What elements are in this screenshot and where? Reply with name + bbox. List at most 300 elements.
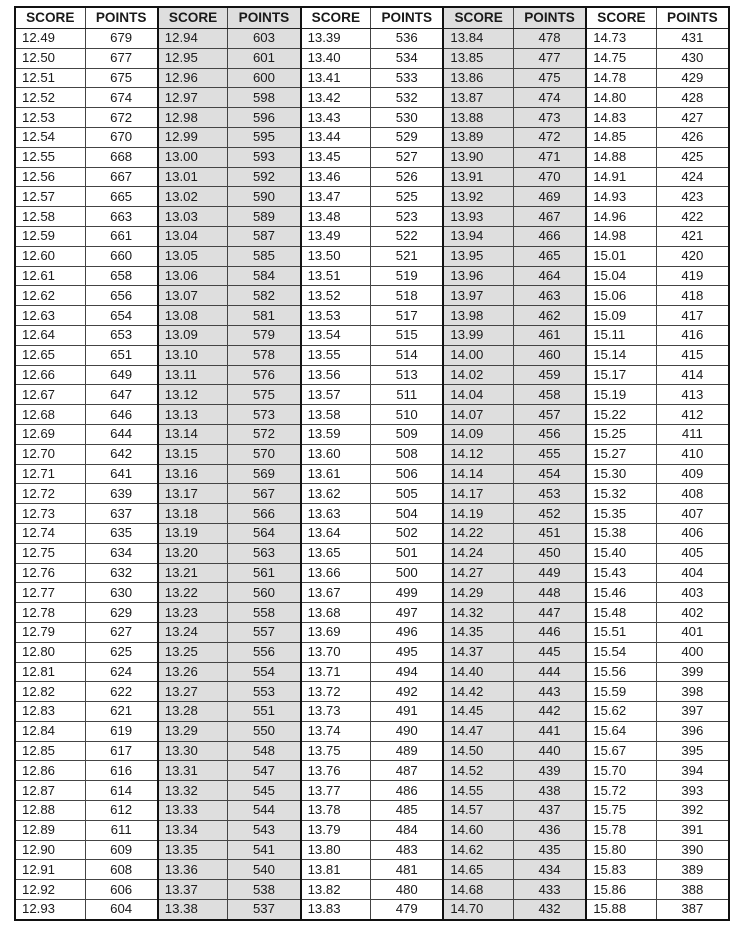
- score-cell: 12.64: [15, 325, 85, 345]
- score-cell: 13.05: [158, 246, 228, 266]
- points-cell: 427: [656, 108, 729, 128]
- points-cell: 487: [371, 761, 444, 781]
- points-cell: 458: [513, 385, 586, 405]
- points-cell: 611: [85, 820, 158, 840]
- score-cell: 13.27: [158, 682, 228, 702]
- score-cell: 13.25: [158, 642, 228, 662]
- points-cell: 414: [656, 365, 729, 385]
- table-row: [15, 682, 729, 702]
- score-cell: 15.83: [586, 860, 656, 880]
- score-cell: 13.20: [158, 543, 228, 563]
- points-cell: 513: [371, 365, 444, 385]
- score-cell: 12.89: [15, 820, 85, 840]
- points-cell: 569: [228, 464, 301, 484]
- score-cell: 12.97: [158, 88, 228, 108]
- score-cell: 12.79: [15, 622, 85, 642]
- points-cell: 660: [85, 246, 158, 266]
- score-cell: 13.18: [158, 504, 228, 524]
- points-cell: 471: [513, 147, 586, 167]
- score-cell: 13.13: [158, 405, 228, 425]
- score-cell: 13.76: [301, 761, 371, 781]
- score-cell: 13.74: [301, 721, 371, 741]
- score-cell: 12.56: [15, 167, 85, 187]
- points-cell: 397: [656, 702, 729, 722]
- table-row: [15, 385, 729, 405]
- score-cell: 14.80: [586, 88, 656, 108]
- score-cell: 13.29: [158, 721, 228, 741]
- score-cell: 12.81: [15, 662, 85, 682]
- points-cell: 387: [656, 900, 729, 920]
- score-cell: 13.39: [301, 29, 371, 49]
- score-cell: 15.01: [586, 246, 656, 266]
- points-cell: 563: [228, 543, 301, 563]
- points-cell: 502: [371, 523, 444, 543]
- score-cell: 13.10: [158, 345, 228, 365]
- score-cell: 13.23: [158, 603, 228, 623]
- points-cell: 438: [513, 781, 586, 801]
- score-cell: 14.14: [443, 464, 513, 484]
- points-cell: 499: [371, 583, 444, 603]
- score-cell: 14.29: [443, 583, 513, 603]
- points-cell: 450: [513, 543, 586, 563]
- score-cell: 12.87: [15, 781, 85, 801]
- points-cell: 592: [228, 167, 301, 187]
- score-cell: 13.63: [301, 504, 371, 524]
- points-cell: 432: [513, 900, 586, 920]
- points-cell: 403: [656, 583, 729, 603]
- score-cell: 12.82: [15, 682, 85, 702]
- table-row: [15, 702, 729, 722]
- score-cell: 15.22: [586, 405, 656, 425]
- points-cell: 447: [513, 603, 586, 623]
- points-cell: 548: [228, 741, 301, 761]
- points-cell: 462: [513, 306, 586, 326]
- points-cell: 443: [513, 682, 586, 702]
- points-cell: 551: [228, 702, 301, 722]
- points-cell: 394: [656, 761, 729, 781]
- score-cell: 13.28: [158, 702, 228, 722]
- points-cell: 486: [371, 781, 444, 801]
- points-cell: 448: [513, 583, 586, 603]
- points-cell: 441: [513, 721, 586, 741]
- score-cell: 14.78: [586, 68, 656, 88]
- points-cell: 506: [371, 464, 444, 484]
- points-cell: 567: [228, 484, 301, 504]
- score-cell: 15.09: [586, 306, 656, 326]
- score-cell: 12.49: [15, 29, 85, 49]
- points-cell: 590: [228, 187, 301, 207]
- points-cell: 433: [513, 880, 586, 900]
- score-cell: 12.80: [15, 642, 85, 662]
- score-cell: 13.75: [301, 741, 371, 761]
- score-cell: 15.54: [586, 642, 656, 662]
- points-cell: 668: [85, 147, 158, 167]
- points-cell: 475: [513, 68, 586, 88]
- table-row: [15, 207, 729, 227]
- table-row: [15, 147, 729, 167]
- score-points-table: [14, 6, 730, 921]
- points-cell: 616: [85, 761, 158, 781]
- points-cell: 635: [85, 523, 158, 543]
- points-cell: 661: [85, 226, 158, 246]
- points-cell: 589: [228, 207, 301, 227]
- points-cell: 478: [513, 29, 586, 49]
- points-cell: 492: [371, 682, 444, 702]
- table-row: [15, 286, 729, 306]
- score-cell: 12.92: [15, 880, 85, 900]
- points-cell: 627: [85, 622, 158, 642]
- points-cell: 401: [656, 622, 729, 642]
- score-cell: 13.64: [301, 523, 371, 543]
- points-cell: 630: [85, 583, 158, 603]
- score-cell: 12.63: [15, 306, 85, 326]
- points-cell: 418: [656, 286, 729, 306]
- score-cell: 13.57: [301, 385, 371, 405]
- header-score: SCORE: [158, 7, 228, 29]
- table-row: [15, 246, 729, 266]
- points-cell: 585: [228, 246, 301, 266]
- points-cell: 665: [85, 187, 158, 207]
- points-cell: 601: [228, 48, 301, 68]
- points-cell: 617: [85, 741, 158, 761]
- score-cell: 12.84: [15, 721, 85, 741]
- score-cell: 13.99: [443, 325, 513, 345]
- score-cell: 13.07: [158, 286, 228, 306]
- score-cell: 13.97: [443, 286, 513, 306]
- score-cell: 14.04: [443, 385, 513, 405]
- score-cell: 14.83: [586, 108, 656, 128]
- score-cell: 13.81: [301, 860, 371, 880]
- score-cell: 12.74: [15, 523, 85, 543]
- score-cell: 12.95: [158, 48, 228, 68]
- points-cell: 554: [228, 662, 301, 682]
- points-cell: 426: [656, 127, 729, 147]
- score-cell: 13.31: [158, 761, 228, 781]
- score-cell: 12.88: [15, 801, 85, 821]
- score-cell: 13.66: [301, 563, 371, 583]
- score-cell: 12.93: [15, 900, 85, 920]
- points-cell: 457: [513, 405, 586, 425]
- table-row: [15, 127, 729, 147]
- points-cell: 581: [228, 306, 301, 326]
- points-cell: 543: [228, 820, 301, 840]
- points-cell: 634: [85, 543, 158, 563]
- table-row: [15, 167, 729, 187]
- score-cell: 13.87: [443, 88, 513, 108]
- score-cell: 13.60: [301, 444, 371, 464]
- points-cell: 523: [371, 207, 444, 227]
- points-cell: 440: [513, 741, 586, 761]
- score-cell: 13.08: [158, 306, 228, 326]
- points-cell: 445: [513, 642, 586, 662]
- score-cell: 12.54: [15, 127, 85, 147]
- points-cell: 461: [513, 325, 586, 345]
- score-cell: 13.94: [443, 226, 513, 246]
- points-cell: 496: [371, 622, 444, 642]
- points-cell: 509: [371, 424, 444, 444]
- score-table-container: [14, 6, 730, 921]
- points-cell: 654: [85, 306, 158, 326]
- points-cell: 477: [513, 48, 586, 68]
- score-cell: 12.85: [15, 741, 85, 761]
- score-cell: 13.30: [158, 741, 228, 761]
- points-cell: 483: [371, 840, 444, 860]
- table-row: [15, 543, 729, 563]
- score-cell: 13.68: [301, 603, 371, 623]
- score-cell: 15.64: [586, 721, 656, 741]
- points-cell: 388: [656, 880, 729, 900]
- points-cell: 449: [513, 563, 586, 583]
- score-cell: 15.72: [586, 781, 656, 801]
- table-row: [15, 900, 729, 920]
- points-cell: 514: [371, 345, 444, 365]
- points-cell: 508: [371, 444, 444, 464]
- score-cell: 13.42: [301, 88, 371, 108]
- points-cell: 653: [85, 325, 158, 345]
- points-cell: 603: [228, 29, 301, 49]
- points-cell: 519: [371, 266, 444, 286]
- score-cell: 13.52: [301, 286, 371, 306]
- score-cell: 12.68: [15, 405, 85, 425]
- score-cell: 15.38: [586, 523, 656, 543]
- score-cell: 15.51: [586, 622, 656, 642]
- score-cell: 14.00: [443, 345, 513, 365]
- header-points: POINTS: [371, 7, 444, 29]
- points-cell: 656: [85, 286, 158, 306]
- table-row: [15, 464, 729, 484]
- score-cell: 15.70: [586, 761, 656, 781]
- score-cell: 12.59: [15, 226, 85, 246]
- score-cell: 12.75: [15, 543, 85, 563]
- points-cell: 545: [228, 781, 301, 801]
- score-cell: 14.70: [443, 900, 513, 920]
- score-cell: 13.22: [158, 583, 228, 603]
- points-cell: 530: [371, 108, 444, 128]
- score-cell: 13.80: [301, 840, 371, 860]
- points-cell: 436: [513, 820, 586, 840]
- points-cell: 428: [656, 88, 729, 108]
- points-cell: 474: [513, 88, 586, 108]
- points-cell: 393: [656, 781, 729, 801]
- score-cell: 13.17: [158, 484, 228, 504]
- points-cell: 423: [656, 187, 729, 207]
- points-cell: 396: [656, 721, 729, 741]
- score-cell: 14.62: [443, 840, 513, 860]
- points-cell: 564: [228, 523, 301, 543]
- score-cell: 13.16: [158, 464, 228, 484]
- table-row: [15, 781, 729, 801]
- points-cell: 420: [656, 246, 729, 266]
- points-cell: 504: [371, 504, 444, 524]
- score-cell: 12.58: [15, 207, 85, 227]
- score-cell: 15.67: [586, 741, 656, 761]
- score-cell: 13.90: [443, 147, 513, 167]
- table-row: [15, 642, 729, 662]
- score-cell: 13.91: [443, 167, 513, 187]
- points-cell: 533: [371, 68, 444, 88]
- points-cell: 439: [513, 761, 586, 781]
- score-cell: 14.68: [443, 880, 513, 900]
- score-cell: 15.35: [586, 504, 656, 524]
- score-cell: 13.88: [443, 108, 513, 128]
- points-cell: 446: [513, 622, 586, 642]
- score-cell: 14.42: [443, 682, 513, 702]
- table-row: [15, 860, 729, 880]
- points-cell: 408: [656, 484, 729, 504]
- score-cell: 15.04: [586, 266, 656, 286]
- score-cell: 13.78: [301, 801, 371, 821]
- points-cell: 485: [371, 801, 444, 821]
- points-cell: 419: [656, 266, 729, 286]
- points-cell: 651: [85, 345, 158, 365]
- score-cell: 12.60: [15, 246, 85, 266]
- score-cell: 13.15: [158, 444, 228, 464]
- score-cell: 15.19: [586, 385, 656, 405]
- points-cell: 527: [371, 147, 444, 167]
- points-cell: 625: [85, 642, 158, 662]
- points-cell: 570: [228, 444, 301, 464]
- score-cell: 13.73: [301, 702, 371, 722]
- points-cell: 422: [656, 207, 729, 227]
- points-cell: 646: [85, 405, 158, 425]
- table-row: [15, 721, 729, 741]
- points-cell: 647: [85, 385, 158, 405]
- header-points: POINTS: [85, 7, 158, 29]
- points-cell: 431: [656, 29, 729, 49]
- score-cell: 13.82: [301, 880, 371, 900]
- score-cell: 13.86: [443, 68, 513, 88]
- score-cell: 12.66: [15, 365, 85, 385]
- score-cell: 13.38: [158, 900, 228, 920]
- points-cell: 391: [656, 820, 729, 840]
- table-row: [15, 484, 729, 504]
- score-cell: 13.21: [158, 563, 228, 583]
- score-cell: 13.93: [443, 207, 513, 227]
- score-cell: 12.67: [15, 385, 85, 405]
- points-cell: 596: [228, 108, 301, 128]
- score-cell: 13.45: [301, 147, 371, 167]
- score-cell: 12.61: [15, 266, 85, 286]
- score-cell: 13.61: [301, 464, 371, 484]
- points-cell: 479: [371, 900, 444, 920]
- points-cell: 470: [513, 167, 586, 187]
- score-cell: 13.56: [301, 365, 371, 385]
- score-cell: 12.96: [158, 68, 228, 88]
- score-cell: 15.25: [586, 424, 656, 444]
- points-cell: 560: [228, 583, 301, 603]
- table-row: [15, 761, 729, 781]
- table-row: [15, 523, 729, 543]
- points-cell: 572: [228, 424, 301, 444]
- points-cell: 604: [85, 900, 158, 920]
- table-row: [15, 345, 729, 365]
- points-cell: 517: [371, 306, 444, 326]
- points-cell: 400: [656, 642, 729, 662]
- points-cell: 614: [85, 781, 158, 801]
- score-cell: 12.50: [15, 48, 85, 68]
- score-cell: 15.06: [586, 286, 656, 306]
- score-cell: 12.86: [15, 761, 85, 781]
- score-cell: 13.59: [301, 424, 371, 444]
- table-row: [15, 266, 729, 286]
- score-cell: 14.75: [586, 48, 656, 68]
- score-cell: 14.91: [586, 167, 656, 187]
- points-cell: 522: [371, 226, 444, 246]
- points-cell: 490: [371, 721, 444, 741]
- score-cell: 13.71: [301, 662, 371, 682]
- points-cell: 510: [371, 405, 444, 425]
- points-cell: 501: [371, 543, 444, 563]
- points-cell: 598: [228, 88, 301, 108]
- score-cell: 12.76: [15, 563, 85, 583]
- score-cell: 13.70: [301, 642, 371, 662]
- points-cell: 398: [656, 682, 729, 702]
- points-cell: 389: [656, 860, 729, 880]
- points-cell: 460: [513, 345, 586, 365]
- score-cell: 13.83: [301, 900, 371, 920]
- table-row: [15, 444, 729, 464]
- score-cell: 13.50: [301, 246, 371, 266]
- table-row: [15, 583, 729, 603]
- points-cell: 679: [85, 29, 158, 49]
- points-cell: 658: [85, 266, 158, 286]
- points-cell: 459: [513, 365, 586, 385]
- points-cell: 675: [85, 68, 158, 88]
- points-cell: 494: [371, 662, 444, 682]
- score-cell: 15.75: [586, 801, 656, 821]
- score-cell: 13.48: [301, 207, 371, 227]
- points-cell: 505: [371, 484, 444, 504]
- points-cell: 497: [371, 603, 444, 623]
- table-row: [15, 48, 729, 68]
- score-cell: 15.56: [586, 662, 656, 682]
- points-cell: 663: [85, 207, 158, 227]
- score-cell: 14.40: [443, 662, 513, 682]
- points-cell: 612: [85, 801, 158, 821]
- table-body: [15, 29, 729, 920]
- score-cell: 13.41: [301, 68, 371, 88]
- score-cell: 14.52: [443, 761, 513, 781]
- points-cell: 538: [228, 880, 301, 900]
- score-cell: 14.55: [443, 781, 513, 801]
- points-cell: 670: [85, 127, 158, 147]
- score-cell: 13.65: [301, 543, 371, 563]
- score-cell: 15.32: [586, 484, 656, 504]
- points-cell: 566: [228, 504, 301, 524]
- points-cell: 424: [656, 167, 729, 187]
- points-cell: 402: [656, 603, 729, 623]
- score-cell: 14.22: [443, 523, 513, 543]
- score-cell: 15.88: [586, 900, 656, 920]
- points-cell: 644: [85, 424, 158, 444]
- score-cell: 15.43: [586, 563, 656, 583]
- header-score: SCORE: [15, 7, 85, 29]
- points-cell: 561: [228, 563, 301, 583]
- points-cell: 541: [228, 840, 301, 860]
- table-row: [15, 662, 729, 682]
- score-cell: 13.44: [301, 127, 371, 147]
- points-cell: 465: [513, 246, 586, 266]
- table-row: [15, 306, 729, 326]
- score-cell: 13.72: [301, 682, 371, 702]
- score-cell: 12.69: [15, 424, 85, 444]
- points-cell: 642: [85, 444, 158, 464]
- score-cell: 14.17: [443, 484, 513, 504]
- points-cell: 417: [656, 306, 729, 326]
- header-points: POINTS: [656, 7, 729, 29]
- score-cell: 13.26: [158, 662, 228, 682]
- score-cell: 13.01: [158, 167, 228, 187]
